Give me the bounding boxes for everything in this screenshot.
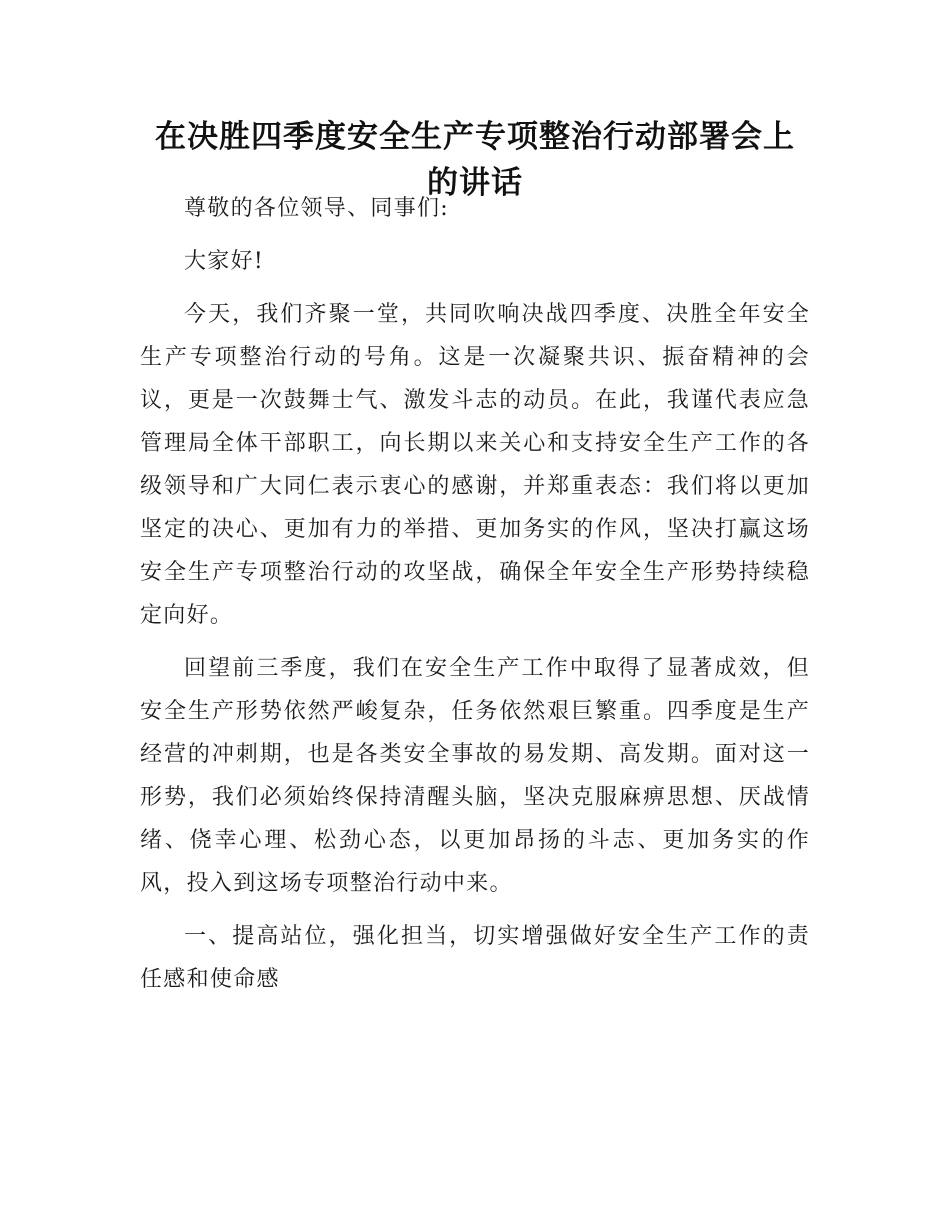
paragraph-opening: 今天，我们齐聚一堂，共同吹响决战四季度、决胜全年安全生产专项整治行动的号角。这是一次凝聚共识、振奋精神的会议，更是一次鼓舞士气、激发斗志的动员。在此，我谨代表应急管理局全体干部职工，向长期以来关心和支持安全生产工作的各级领导和广大同仁表示衷心的感谢，并郑重表态：我们将以更加坚定的决心、更加有力的举措、更加务实的作风，坚决打赢这场安全生产专项整治行动的攻坚战，确保全年安全生产形势持续稳定向好。 [140, 302, 810, 628]
salutation: 尊敬的各位领导、同事们: [184, 196, 450, 221]
document-body [140, 187, 810, 1011]
document-title: 在决胜四季度安全生产专项整治行动部署会上的讲话 [155, 119, 795, 201]
greeting: 大家好! [184, 249, 265, 274]
paragraph-review: 回望前三季度，我们在安全生产工作中取得了显著成效，但安全生产形势依然严峻复杂，任务依然艰巨繁重。四季度是生产经营的冲刺期，也是各类安全事故的易发期、高发期。面对这一形势，我们必须始终保持清醒头脑，坚决克服麻痹思想、厌战情绪、侥幸心理、松劲心态，以更加昂扬的斗志、更加务实的作风，投入到这场专项整治行动中来。 [140, 656, 810, 896]
section-heading-1: 一、提高站位，强化担当，切实增强做好安全生产工作的责任感和使命感 [140, 924, 810, 992]
